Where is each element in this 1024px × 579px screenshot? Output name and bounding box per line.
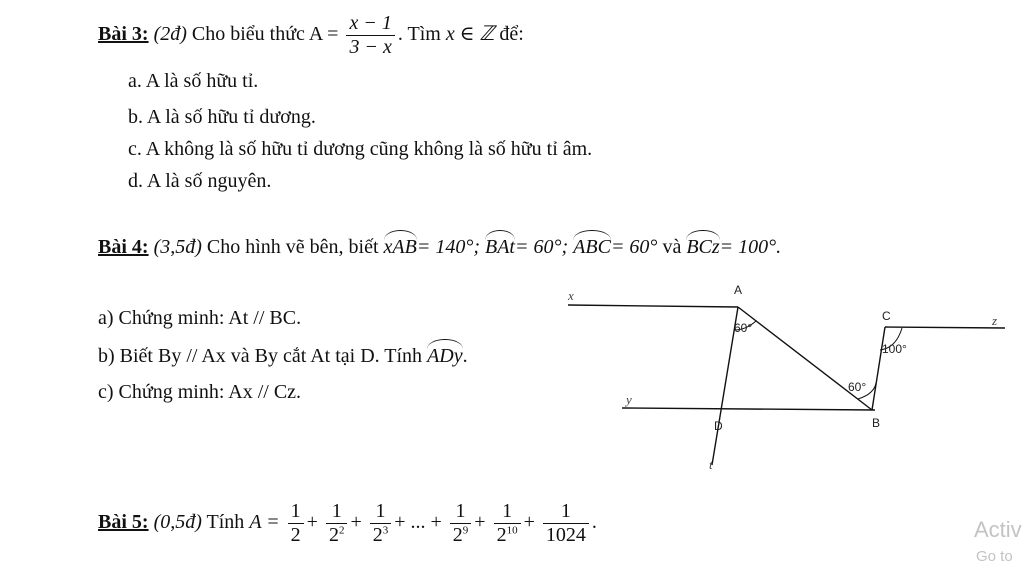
bai5-dots: + ... + xyxy=(394,511,442,534)
bai3-fraction-num: x − 1 xyxy=(346,12,394,36)
segment-ab xyxy=(738,307,872,410)
label-a: A xyxy=(734,283,743,297)
term-3 xyxy=(370,500,392,547)
bai3-item-c: c. A không là số hữu tỉ dương cũng không là số hữu tỉ âm. xyxy=(128,138,593,160)
term-1-num: 1 xyxy=(288,500,304,524)
angle-label-b: 60° xyxy=(848,380,867,394)
ray-ax xyxy=(568,305,738,307)
bai5-line: Bài 5: (0,5đ) Tính A = $\frac{1}{2}$ + $\frac{1}{2^2}$ + $\frac{1}{2^3}$ + ... + $\frac{1}{2^9}$ + $\frac{1}{2^{10}}$ + $\frac{1}{1024}$ . xyxy=(98,500,597,546)
term-1-den: 2 xyxy=(290,524,301,546)
label-x: x xyxy=(568,288,574,303)
bai3-intro: Cho biểu thức xyxy=(191,23,305,46)
label-d: D xyxy=(714,419,723,433)
bai3-suffix: để: xyxy=(499,23,524,46)
bai5-lhs: A = xyxy=(249,511,280,534)
angle-xab-value: = 140°; xyxy=(416,236,480,258)
bai5-end: . xyxy=(591,511,597,534)
bai3-heading xyxy=(98,12,524,59)
bai4-part-b xyxy=(98,341,468,368)
bai3-fraction-den: 3 − x xyxy=(349,36,392,58)
segment-bc xyxy=(872,327,885,410)
term-1 xyxy=(288,500,304,547)
bai3-fraction xyxy=(346,12,394,59)
bai3-find: . Tìm xyxy=(397,23,441,46)
ray-cz xyxy=(885,327,1005,328)
term-9-num: 1 xyxy=(450,500,472,524)
bai4-intro: Cho hình vẽ bên, biết xyxy=(206,236,379,258)
angle-bat: BAt xyxy=(485,232,515,259)
angle-label-a: 60° xyxy=(734,321,753,335)
bai3-item-d: d. A là số nguyên. xyxy=(128,170,272,192)
bai4-part-b-text: b) Biết By // Ax và By cắt At tại D. Tính xyxy=(98,345,423,367)
term-10-num: 1 xyxy=(494,500,521,524)
term-10-den: $2^{10}$ xyxy=(496,524,518,546)
angle-bcz: BCz xyxy=(686,232,719,259)
label-y: y xyxy=(626,392,632,407)
angle-bat-value: = 60°; xyxy=(515,236,569,258)
watermark-line1: Activ xyxy=(974,517,1022,542)
term-2-den: $2^2$ xyxy=(328,524,345,546)
bai4-title: Bài 4: xyxy=(98,236,149,258)
geometry-figure xyxy=(560,270,1020,485)
bai3-item-b: b. A là số hữu tỉ dương. xyxy=(128,106,316,128)
bai3-points: (2đ) xyxy=(153,23,187,46)
label-b: B xyxy=(872,416,881,430)
watermark-line2: Go to xyxy=(976,548,1013,565)
bai5-intro: Tính xyxy=(206,511,245,534)
bai5-title: Bài 5: xyxy=(98,511,149,534)
term-3-den: $2^3$ xyxy=(372,524,389,546)
label-z: z xyxy=(992,313,998,328)
bai3-item-a: a. A là số hữu tỉ. xyxy=(128,70,259,92)
bai4-heading xyxy=(98,232,781,259)
bai5-points: (0,5đ) xyxy=(153,511,202,534)
angle-abc: ABC xyxy=(573,232,611,259)
ray-dy xyxy=(622,408,875,410)
term-9-den: $2^9$ xyxy=(452,524,469,546)
bai3-set: x ∈ ℤ xyxy=(445,23,495,46)
angle-abc-value: = 60° xyxy=(610,236,658,258)
bai4-part-c: c) Chứng minh: Ax // Cz. xyxy=(98,381,302,403)
term-2 xyxy=(326,500,348,547)
bai3-expr-lhs: A = xyxy=(308,23,339,46)
bai3-title: Bài 3: xyxy=(98,23,149,46)
bai4-and: và xyxy=(662,236,682,258)
angle-xab: xAB xyxy=(384,232,417,259)
bai4-part-a: a) Chứng minh: At // BC. xyxy=(98,307,302,329)
term-last-num: 1 xyxy=(543,500,589,524)
bai4-points: (3,5đ) xyxy=(153,236,202,258)
angle-ady: ADy xyxy=(427,341,463,368)
angle-label-c: 100° xyxy=(882,342,907,356)
term-last-den: 1024 xyxy=(545,524,586,546)
term-last xyxy=(543,500,589,547)
label-t: t xyxy=(709,457,713,472)
label-c: C xyxy=(882,309,891,323)
angle-bcz-value: = 100°. xyxy=(719,236,782,258)
term-2-num: 1 xyxy=(326,500,348,524)
term-3-num: 1 xyxy=(370,500,392,524)
term-10 xyxy=(494,500,521,547)
term-9 xyxy=(450,500,472,547)
bai4-part-b-end: . xyxy=(462,345,468,367)
